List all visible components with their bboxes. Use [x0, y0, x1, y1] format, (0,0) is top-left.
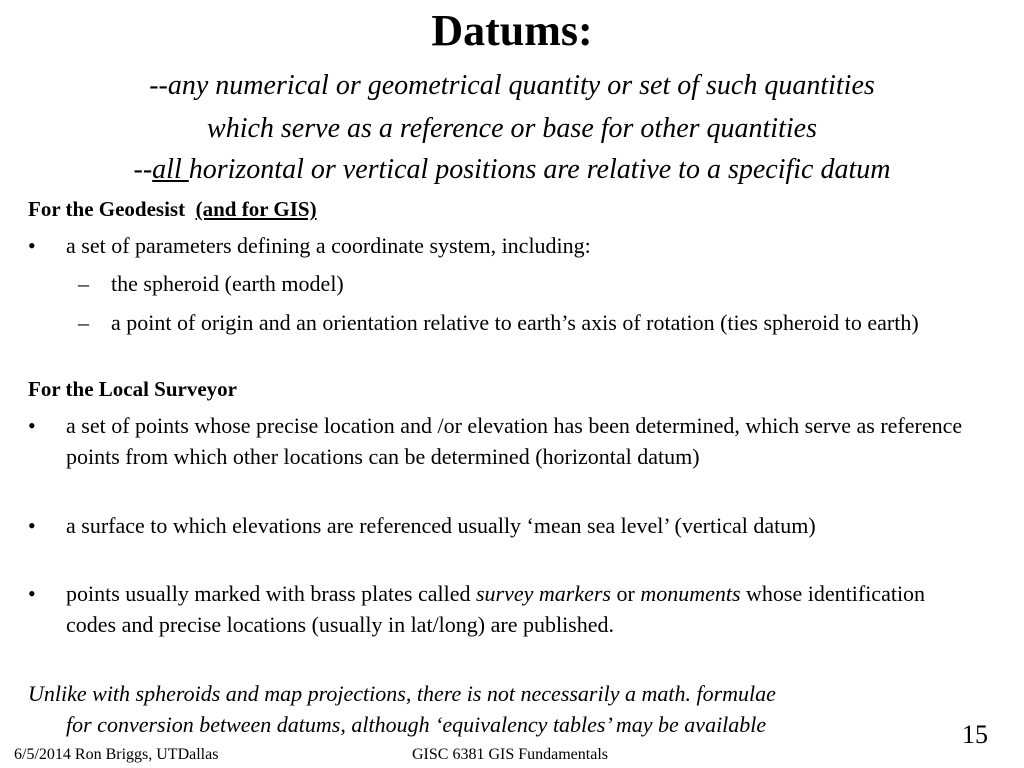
- list-item-text: points usually marked with brass plates called survey markers or monuments whose identification codes and precise locations (usually in lat/long) are published.: [66, 581, 926, 637]
- list-item: [28, 230, 966, 261]
- list-item: [28, 578, 966, 640]
- dash-prefix: --: [149, 70, 168, 101]
- footer-date-author: 6/5/2014 Ron Briggs, UTDallas: [14, 746, 219, 763]
- list-item-text: a set of parameters defining a coordinate system, including:: [66, 233, 591, 258]
- list-item: [28, 510, 966, 541]
- footer-course: GISC 6381 GIS Fundamentals: [412, 746, 608, 763]
- sub-list-item-text: a point of origin and an orientation relative to earth’s axis of rotation (ties spheroid to earth): [111, 310, 919, 335]
- definition-line-1: [0, 68, 1024, 104]
- sub-list-item: [78, 268, 971, 299]
- bullet-icon: •: [28, 513, 36, 538]
- list-item-text: a surface to which elevations are referenced usually ‘mean sea level’ (vertical datum): [66, 513, 816, 538]
- bullet-icon: •: [28, 233, 36, 258]
- closing-note-line-1: Unlike with spheroids and map projections, there is not necessarily a math. formulae: [28, 681, 776, 706]
- survey-markers-term: survey markers: [475, 581, 611, 606]
- definition-line-3: [0, 152, 1024, 188]
- bullet-icon: •: [28, 413, 36, 438]
- dash-prefix: --: [133, 154, 153, 185]
- geodesist-heading-text: For the Geodesist: [28, 197, 186, 221]
- sub-list-item: [78, 307, 971, 338]
- definition-line-2: which serve as a reference or base for other quantities: [207, 113, 817, 144]
- closing-note: [28, 678, 1008, 740]
- definition-text-3: horizontal or vertical positions are relative to a specific datum: [188, 154, 891, 185]
- slide-title: Datums:: [431, 6, 593, 55]
- surveyor-heading: For the Local Surveyor: [28, 377, 237, 401]
- bullet-icon: •: [28, 581, 36, 606]
- dash-icon: –: [78, 310, 89, 335]
- dash-icon: –: [78, 271, 89, 296]
- sub-list-item-text: the spheroid (earth model): [111, 271, 344, 296]
- list-item: [28, 410, 966, 472]
- geodesist-heading-gis: (and for GIS): [195, 197, 317, 221]
- list-item-text: a set of points whose precise location and /or elevation has been determined, which serve as reference points from which other locations can be determined (horizontal datum): [66, 413, 963, 469]
- monuments-term: monuments: [640, 581, 741, 606]
- page-number: 15: [962, 720, 988, 749]
- closing-note-line-2: for conversion between datums, although ‘equivalency tables’ may be available: [66, 712, 767, 737]
- definition-text-1: any numerical or geometrical quantity or set of such quantities: [167, 70, 875, 101]
- geodesist-heading: [28, 196, 317, 222]
- emphasis-all: all: [152, 154, 189, 185]
